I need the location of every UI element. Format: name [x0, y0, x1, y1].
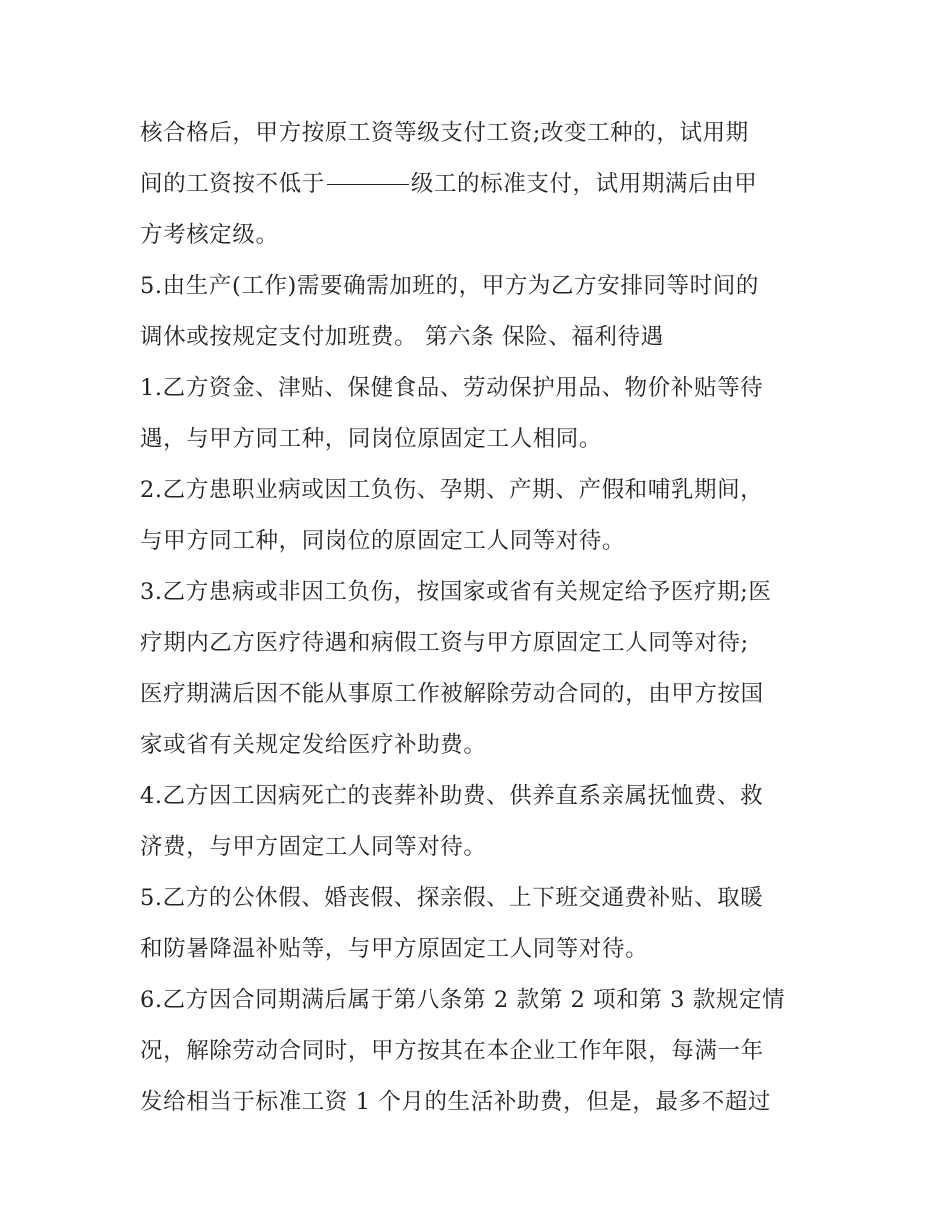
text-line-with-blank: [140, 159, 820, 210]
text-line: 6.乙方因合同期满后属于第八条第 2 款第 2 项和第 3 款规定情: [140, 987, 786, 1013]
text-line: 和防暑降温补贴等，与甲方原固定工人同等对待。: [140, 936, 649, 962]
text-line: 济费，与甲方固定工人同等对待。: [140, 834, 487, 860]
text-line: 核合格后，甲方按原工资等级支付工资;改变工种的，试用期: [140, 120, 749, 146]
text-segment: 间的工资按不低于: [140, 171, 325, 197]
text-line: 医疗期满后因不能从事原工作被解除劳动合同的，由甲方按国: [140, 681, 764, 707]
text-line: 2.乙方患职业病或因工负伤、孕期、产期、产假和哺乳期间，: [140, 477, 764, 503]
text-line: 家或省有关规定发给医疗补助费。: [140, 732, 487, 758]
text-line: 遇，与甲方同工种，同岗位原固定工人相同。: [140, 426, 603, 452]
text-line: 调休或按规定支付加班费。 第六条 保险、福利待遇: [140, 324, 664, 350]
text-line: 况，解除劳动合同时，甲方按其在本企业工作年限，每满一年: [140, 1038, 764, 1064]
text-line: 3.乙方患病或非因工负伤，按国家或省有关规定给予医疗期;医: [140, 579, 772, 605]
text-line: 疗期内乙方医疗待遇和病假工资与甲方原固定工人同等对待;: [140, 630, 749, 656]
document-body: [140, 108, 820, 1128]
text-line: 5.由生产(工作)需要确需加班的，甲方为乙方安排同等时间的: [140, 273, 759, 299]
text-line: 方考核定级。: [140, 222, 279, 248]
text-line: 4.乙方因工因病死亡的丧葬补助费、供养直系亲属抚恤费、救: [140, 783, 764, 809]
text-line: 5.乙方的公休假、婚丧假、探亲假、上下班交通费补贴、取暖: [140, 885, 764, 911]
text-segment: 级工的标准支付，试用期满后由甲: [410, 171, 758, 197]
text-line: 1.乙方资金、津贴、保健食品、劳动保护用品、物价补贴等待: [140, 375, 764, 401]
fill-in-blank: [327, 183, 409, 185]
text-line: 与甲方同工种，同岗位的原固定工人同等对待。: [140, 528, 626, 554]
text-line: 发给相当于标准工资 1 个月的生活补助费，但是，最多不超过: [140, 1089, 772, 1115]
